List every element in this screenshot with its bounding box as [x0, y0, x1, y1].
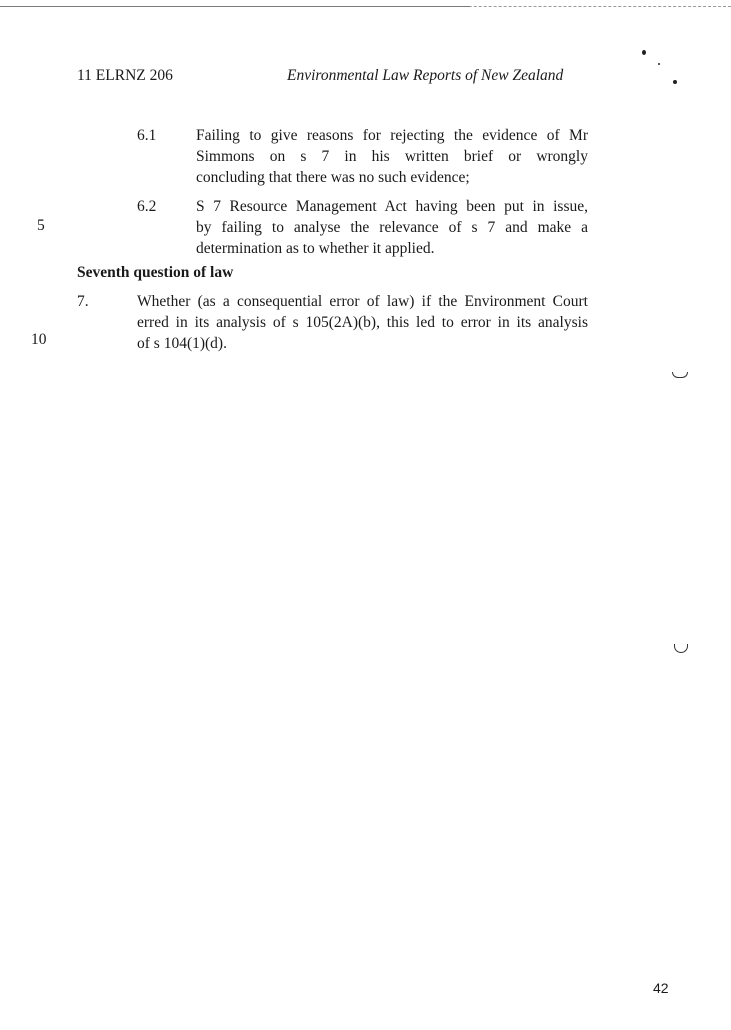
scan-mark — [672, 372, 688, 378]
margin-line-number: 10 — [31, 331, 47, 348]
item-text-line: S 7 Resource Management Act having been put in issue, — [196, 198, 588, 215]
item-number: 6.2 — [137, 198, 157, 215]
item-text-line: Failing to give reasons for rejecting the evidence of Mr — [196, 127, 588, 144]
question-number: 7. — [77, 293, 89, 310]
item-text — [196, 196, 588, 259]
item-text-line: Simmons on s 7 in his written brief or wrongly — [196, 148, 588, 165]
page-number: 42 — [653, 980, 669, 996]
question-text — [137, 291, 588, 354]
scan-speck — [642, 50, 646, 55]
item-text-line: by failing to analyse the relevance of s 7 and make a — [196, 219, 588, 236]
margin-line-number: 5 — [37, 217, 45, 234]
question-text-line: of s 104(1)(d). — [137, 335, 227, 352]
item-text — [196, 125, 588, 188]
header-journal-title: Environmental Law Reports of New Zealand — [287, 67, 564, 84]
scan-mark — [674, 644, 688, 653]
item-text-line: concluding that there was no such evidence; — [196, 169, 470, 186]
question-text-line: erred in its analysis of s 105(2A)(b), this led to error in its analysis — [137, 314, 588, 331]
scan-speck — [673, 80, 677, 84]
section-heading: Seventh question of law — [77, 264, 234, 281]
item-number: 6.1 — [137, 127, 157, 144]
question-text-line: Whether (as a consequential error of law) if the Environment Court — [137, 293, 588, 310]
scan-speck — [658, 63, 660, 65]
item-text-line: determination as to whether it applied. — [196, 240, 435, 257]
header-citation: 11 ELRNZ 206 — [77, 67, 173, 84]
scan-top-edge — [0, 6, 470, 7]
